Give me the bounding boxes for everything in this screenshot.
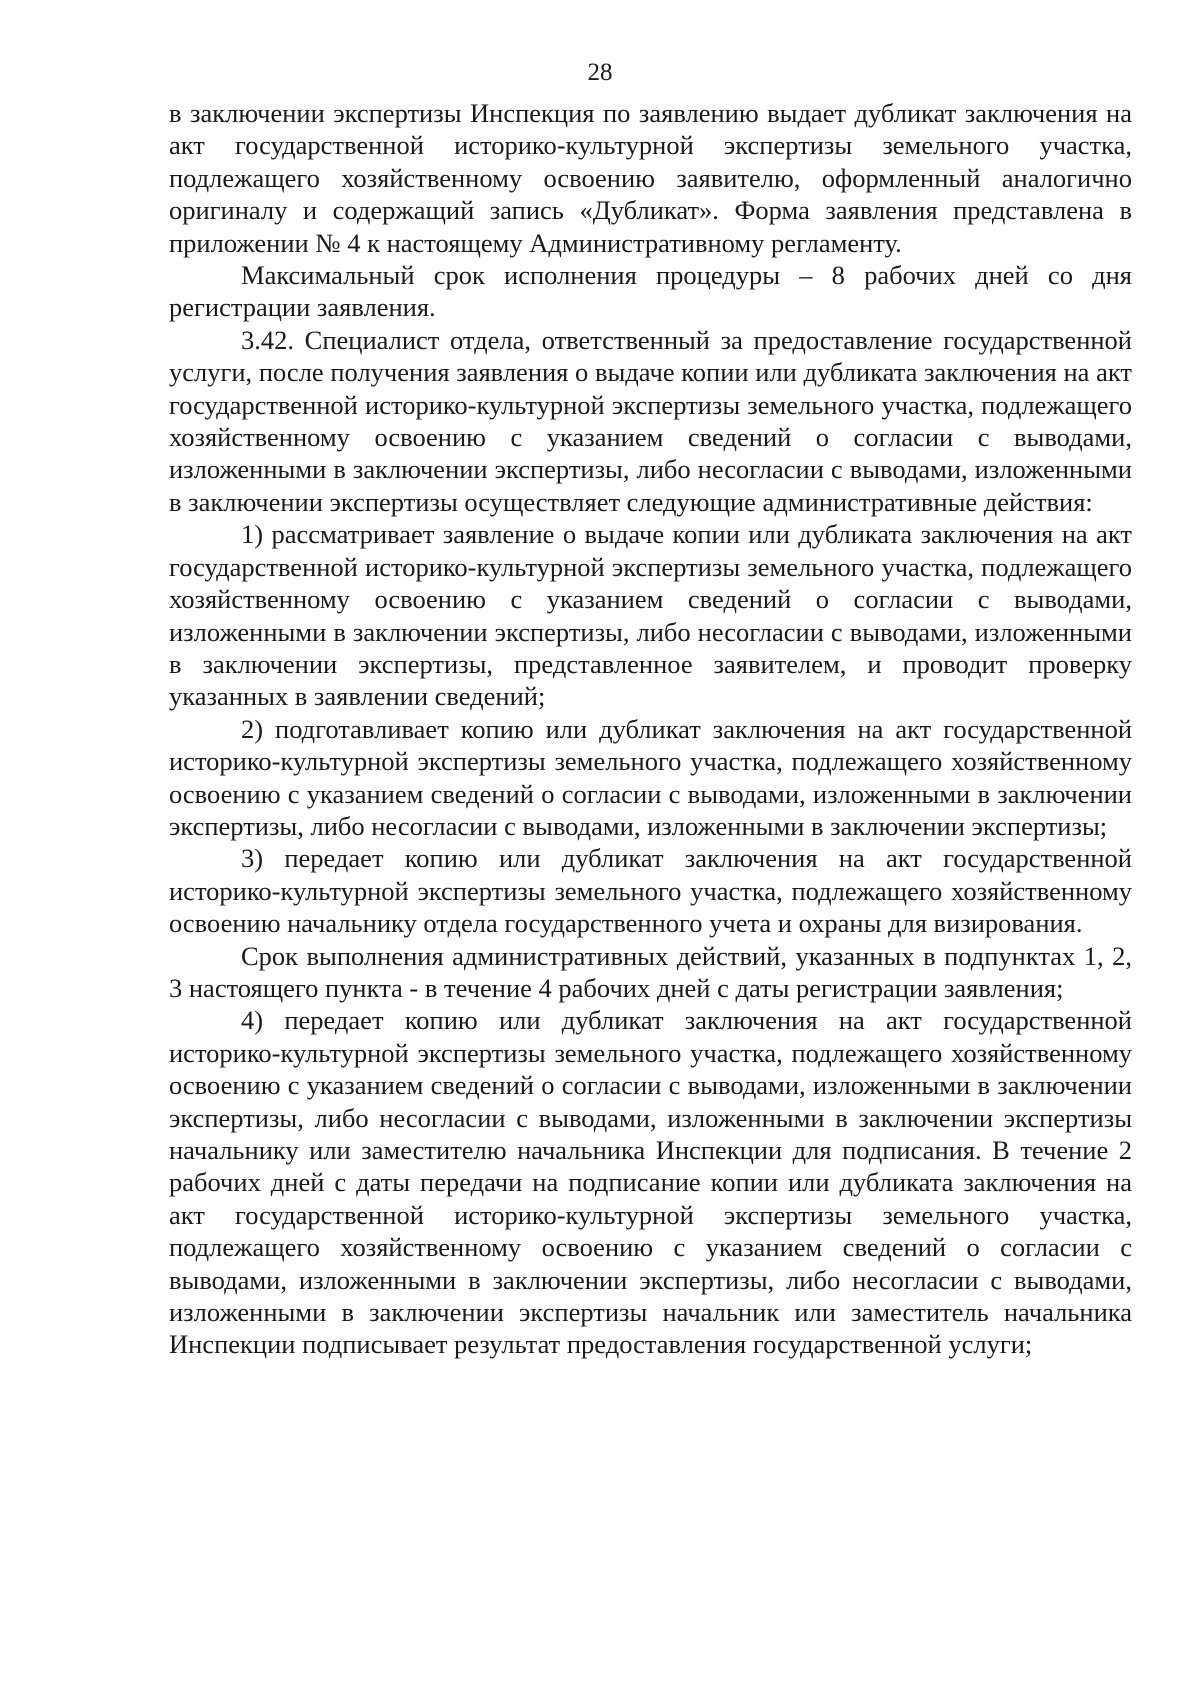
list-item-2: 2) подготавливает копию или дубликат заключения на акт государственной историко-культурной экспертизы земельного участка, подлежащего хозяйственному освоению с указанием сведений о согласии с выводами, изложенными в заключении экспертизы, либо несогласии с выводами, изложенными в заключении экспертизы; <box>169 713 1132 841</box>
paragraph-3-42: 3.42. Специалист отдела, ответственный за предоставление государственной услуги, после получения заявления о выдаче копии или дубликата заключения на акт государственной историко-культурной экспертизы земельного участка, подлежащего хозяйственному освоению с указанием сведений о согласии с выводами, изложенными в заключении экспертизы, либо несогласии с выводами, изложенными в заключении экспертизы осуществляет следующие административные действия: <box>169 324 1132 517</box>
paragraph-continuation: в заключении экспертизы Инспекция по заявлению выдает дубликат заключения на акт государственной историко-культурной экспертизы земельного участка, подлежащего хозяйственному освоению заявителю, оформленный аналогично оригиналу и содержащий запись «Дубликат». Форма заявления представлена в приложении № 4 к настоящему Административному регламенту. <box>169 98 1132 258</box>
list-item-4: 4) передает копию или дубликат заключения на акт государственной историко-культурной экспертизы земельного участка, подлежащего хозяйственному освоению с указанием сведений о согласии с выводами, изложенными в заключении экспертизы, либо несогласии с выводами, изложенными в заключении экспертизы начальнику или заместителю начальника Инспекции для подписания. В течение 2 рабочих дней с даты передачи на подписание копии или дубликата заключения на акт государственной историко-культурной экспертизы земельного участка, подлежащего хозяйственному освоению с указанием сведений о согласии с выводами, изложенными в заключении экспертизы, либо несогласии с выводами, изложенными в заключении экспертизы начальник или заместитель начальника Инспекции подписывает результат предоставления государственной услуги; <box>169 1005 1132 1360</box>
list-item-1: 1) рассматривает заявление о выдаче копии или дубликата заключения на акт государственной историко-культурной экспертизы земельного участка, подлежащего хозяйственному освоению с указанием сведений о согласии с выводами, изложенными в заключении экспертизы, либо несогласии с выводами, изложенными в заключении экспертизы, представленное заявителем, и проводит проверку указанных в заявлении сведений; <box>169 519 1132 712</box>
paragraph-max-term: Максимальный срок исполнения процедуры – 8 рабочих дней со дня регистрации заявления. <box>169 260 1132 323</box>
paragraph-term-items-1-3: Срок выполнения административных действий, указанных в подпунктах 1, 2, 3 настоящего пункта - в течение 4 рабочих дней с даты регистрации заявления; <box>169 940 1132 1003</box>
page-number: 28 <box>587 59 613 86</box>
list-item-3: 3) передает копию или дубликат заключения на акт государственной историко-культурной экспертизы земельного участка, подлежащего хозяйственному освоению начальнику отдела государственного учета и охраны для визирования. <box>169 843 1132 939</box>
document-body <box>169 97 1132 1361</box>
